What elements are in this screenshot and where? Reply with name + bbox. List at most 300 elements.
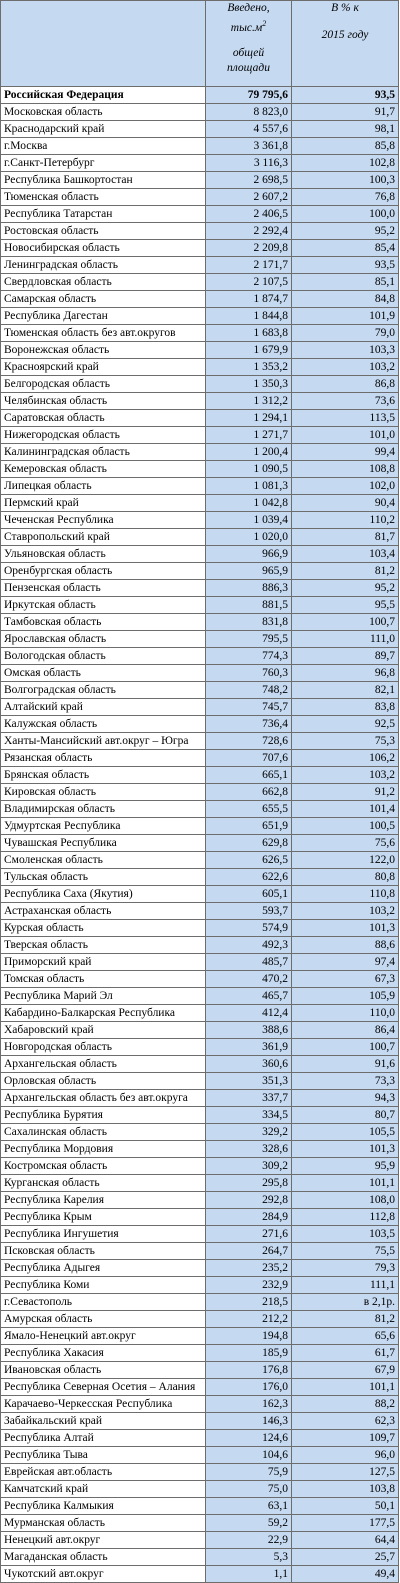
total-name: Российская Федерация <box>1 87 206 104</box>
region-name: Курганская область <box>1 1175 206 1192</box>
percent-value: 110,0 <box>292 1005 399 1022</box>
table-row <box>1 648 399 665</box>
region-name: Пермский край <box>1 495 206 512</box>
introduced-value: 605,1 <box>206 886 292 903</box>
table-row <box>1 342 399 359</box>
table-row <box>1 1362 399 1379</box>
region-name: Чеченская Республика <box>1 512 206 529</box>
introduced-value: 218,5 <box>206 1294 292 1311</box>
introduced-value: 1 271,7 <box>206 427 292 444</box>
introduced-value: 1 874,7 <box>206 291 292 308</box>
percent-value: 100,0 <box>292 206 399 223</box>
percent-value: 111,1 <box>292 1277 399 1294</box>
introduced-value: 655,5 <box>206 801 292 818</box>
percent-value: 112,8 <box>292 1209 399 1226</box>
introduced-value: 59,2 <box>206 1515 292 1532</box>
introduced-value: 176,8 <box>206 1362 292 1379</box>
table-row <box>1 784 399 801</box>
region-name: Ульяновская область <box>1 546 206 563</box>
table-row <box>1 308 399 325</box>
table-row <box>1 903 399 920</box>
introduced-value: 736,4 <box>206 716 292 733</box>
introduced-value: 831,8 <box>206 614 292 631</box>
table-header-row <box>1 1 399 87</box>
table-row <box>1 1294 399 1311</box>
table-row <box>1 1328 399 1345</box>
table-row <box>1 1481 399 1498</box>
percent-value: 177,5 <box>292 1515 399 1532</box>
region-name: Архангельская область без авт.округа <box>1 1090 206 1107</box>
table-row <box>1 155 399 172</box>
introduced-value: 4 557,6 <box>206 121 292 138</box>
table-row <box>1 1260 399 1277</box>
introduced-value: 1 042,8 <box>206 495 292 512</box>
region-name: Ивановская область <box>1 1362 206 1379</box>
region-name: Краснодарский край <box>1 121 206 138</box>
introduced-value: 412,4 <box>206 1005 292 1022</box>
table-row <box>1 546 399 563</box>
region-name: Камчатский край <box>1 1481 206 1498</box>
introduced-value: 329,2 <box>206 1124 292 1141</box>
table-row <box>1 223 399 240</box>
percent-value: 103,2 <box>292 767 399 784</box>
percent-value: 81,2 <box>292 1311 399 1328</box>
introduced-value: 748,2 <box>206 682 292 699</box>
region-name: Тверская область <box>1 937 206 954</box>
table-row <box>1 733 399 750</box>
table-row <box>1 1515 399 1532</box>
introduced-value: 75,9 <box>206 1464 292 1481</box>
table-row <box>1 138 399 155</box>
percent-value: 101,0 <box>292 427 399 444</box>
table-row <box>1 257 399 274</box>
table-row <box>1 512 399 529</box>
region-name: Оренбургская область <box>1 563 206 580</box>
percent-value: в 2,1р. <box>292 1294 399 1311</box>
region-name: Воронежская область <box>1 342 206 359</box>
region-name: Липецкая область <box>1 478 206 495</box>
region-name: Республика Татарстан <box>1 206 206 223</box>
percent-value: 85,4 <box>292 240 399 257</box>
region-name: Ставропольский край <box>1 529 206 546</box>
table-row <box>1 1447 399 1464</box>
introduced-value: 235,2 <box>206 1260 292 1277</box>
percent-value: 88,6 <box>292 937 399 954</box>
region-name: Кировская область <box>1 784 206 801</box>
percent-value: 110,8 <box>292 886 399 903</box>
percent-value: 113,5 <box>292 410 399 427</box>
introduced-value: 1,1 <box>206 1566 292 1583</box>
region-column-header <box>1 1 206 87</box>
region-name: Ростовская область <box>1 223 206 240</box>
region-name: Саратовская область <box>1 410 206 427</box>
table-row <box>1 580 399 597</box>
percent-value: 79,0 <box>292 325 399 342</box>
percent-value: 103,8 <box>292 1481 399 1498</box>
table-row <box>1 121 399 138</box>
introduced-value: 881,5 <box>206 597 292 614</box>
region-name: Белгородская область <box>1 376 206 393</box>
region-name: Калининградская область <box>1 444 206 461</box>
percent-value: 105,5 <box>292 1124 399 1141</box>
region-name: Республика Коми <box>1 1277 206 1294</box>
introduced-value: 292,8 <box>206 1192 292 1209</box>
percent-value: 105,9 <box>292 988 399 1005</box>
table-row <box>1 291 399 308</box>
region-name: Нижегородская область <box>1 427 206 444</box>
introduced-value: 2 698,5 <box>206 172 292 189</box>
percent-value: 103,2 <box>292 359 399 376</box>
percent-value: 102,0 <box>292 478 399 495</box>
percent-value: 111,0 <box>292 631 399 648</box>
table-row <box>1 1311 399 1328</box>
table-row <box>1 971 399 988</box>
introduced-value: 3 361,8 <box>206 138 292 155</box>
region-name: Тульская область <box>1 869 206 886</box>
percent-header-line2: 2015 году <box>321 29 369 41</box>
table-row <box>1 818 399 835</box>
introduced-value: 212,2 <box>206 1311 292 1328</box>
percent-value: 91,2 <box>292 784 399 801</box>
percent-value: 86,8 <box>292 376 399 393</box>
total-value: 79 795,6 <box>206 87 292 104</box>
table-row <box>1 852 399 869</box>
introduced-value: 795,5 <box>206 631 292 648</box>
percent-value: 96,8 <box>292 665 399 682</box>
percent-value: 93,5 <box>292 257 399 274</box>
table-row <box>1 1090 399 1107</box>
introduced-value: 745,7 <box>206 699 292 716</box>
percent-value: 98,1 <box>292 121 399 138</box>
percent-value: 82,1 <box>292 682 399 699</box>
introduced-value: 622,6 <box>206 869 292 886</box>
percent-value: 91,6 <box>292 1056 399 1073</box>
introduced-value: 271,6 <box>206 1226 292 1243</box>
percent-value: 25,7 <box>292 1549 399 1566</box>
introduced-value: 1 039,4 <box>206 512 292 529</box>
introduced-value: 176,0 <box>206 1379 292 1396</box>
percent-value: 81,7 <box>292 529 399 546</box>
region-name: Республика Хакасия <box>1 1345 206 1362</box>
percent-value: 83,8 <box>292 699 399 716</box>
percent-value: 67,3 <box>292 971 399 988</box>
table-row <box>1 767 399 784</box>
introduced-value: 593,7 <box>206 903 292 920</box>
table-row <box>1 1243 399 1260</box>
introduced-value: 309,2 <box>206 1158 292 1175</box>
region-name: Челябинская область <box>1 393 206 410</box>
region-name: Республика Карелия <box>1 1192 206 1209</box>
percent-value: 85,1 <box>292 274 399 291</box>
introduced-value: 707,6 <box>206 750 292 767</box>
table-row <box>1 1158 399 1175</box>
introduced-value: 75,0 <box>206 1481 292 1498</box>
introduced-value: 886,3 <box>206 580 292 597</box>
introduced-value: 485,7 <box>206 954 292 971</box>
introduced-value: 774,3 <box>206 648 292 665</box>
table-row <box>1 886 399 903</box>
table-row <box>1 359 399 376</box>
percent-value: 103,3 <box>292 342 399 359</box>
introduced-header-line4: площади <box>227 61 270 74</box>
percent-value: 101,9 <box>292 308 399 325</box>
region-name: Забайкальский край <box>1 1413 206 1430</box>
region-name: Республика Саха (Якутия) <box>1 886 206 903</box>
region-name: Приморский край <box>1 954 206 971</box>
region-name: Иркутская область <box>1 597 206 614</box>
introduced-value: 388,6 <box>206 1022 292 1039</box>
region-name: Удмуртская Республика <box>1 818 206 835</box>
percent-value: 91,7 <box>292 104 399 121</box>
percent-value: 102,8 <box>292 155 399 172</box>
introduced-value: 1 679,9 <box>206 342 292 359</box>
introduced-value: 351,3 <box>206 1073 292 1090</box>
region-name: Томская область <box>1 971 206 988</box>
percent-value: 89,7 <box>292 648 399 665</box>
table-row <box>1 206 399 223</box>
percent-value: 50,1 <box>292 1498 399 1515</box>
table-row <box>1 1039 399 1056</box>
introduced-value: 185,9 <box>206 1345 292 1362</box>
table-row <box>1 835 399 852</box>
percent-value: 101,4 <box>292 801 399 818</box>
table-row <box>1 427 399 444</box>
table-row <box>1 1532 399 1549</box>
introduced-value: 146,3 <box>206 1413 292 1430</box>
introduced-value: 665,1 <box>206 767 292 784</box>
region-name: Тюменская область <box>1 189 206 206</box>
region-name: Псковская область <box>1 1243 206 1260</box>
introduced-value: 2 292,4 <box>206 223 292 240</box>
percent-value: 127,5 <box>292 1464 399 1481</box>
table-row <box>1 682 399 699</box>
region-name: Костромская область <box>1 1158 206 1175</box>
table-row <box>1 1345 399 1362</box>
table-row <box>1 1107 399 1124</box>
region-name: Хабаровский край <box>1 1022 206 1039</box>
table-row <box>1 1141 399 1158</box>
introduced-value: 1 312,2 <box>206 393 292 410</box>
introduced-value: 965,9 <box>206 563 292 580</box>
introduced-value: 361,9 <box>206 1039 292 1056</box>
percent-value: 101,3 <box>292 1141 399 1158</box>
percent-value: 106,2 <box>292 750 399 767</box>
table-row <box>1 1549 399 1566</box>
region-name: Рязанская область <box>1 750 206 767</box>
percent-value: 79,3 <box>292 1260 399 1277</box>
percent-value: 90,4 <box>292 495 399 512</box>
introduced-value: 492,3 <box>206 937 292 954</box>
introduced-value: 662,8 <box>206 784 292 801</box>
introduced-value: 194,8 <box>206 1328 292 1345</box>
percent-value: 100,7 <box>292 1039 399 1056</box>
introduced-value: 1 090,5 <box>206 461 292 478</box>
introduced-value: 760,3 <box>206 665 292 682</box>
percent-value: 61,7 <box>292 1345 399 1362</box>
total-row <box>1 87 399 104</box>
table-row <box>1 189 399 206</box>
introduced-value: 966,9 <box>206 546 292 563</box>
percent-value: 96,0 <box>292 1447 399 1464</box>
region-name: Ямало-Ненецкий авт.округ <box>1 1328 206 1345</box>
introduced-value: 124,6 <box>206 1430 292 1447</box>
table-row <box>1 750 399 767</box>
table-row <box>1 614 399 631</box>
region-name: Тамбовская область <box>1 614 206 631</box>
table-row <box>1 172 399 189</box>
table-row <box>1 1498 399 1515</box>
table-row <box>1 563 399 580</box>
introduced-value: 574,9 <box>206 920 292 937</box>
percent-value: 73,3 <box>292 1073 399 1090</box>
percent-value: 67,9 <box>292 1362 399 1379</box>
percent-value: 97,4 <box>292 954 399 971</box>
table-row <box>1 104 399 121</box>
table-row <box>1 461 399 478</box>
introduced-column-header <box>206 1 292 87</box>
table-row <box>1 1396 399 1413</box>
introduced-value: 232,9 <box>206 1277 292 1294</box>
region-name: Ненецкий авт.округ <box>1 1532 206 1549</box>
table-row <box>1 325 399 342</box>
introduced-header-line1: Введено, <box>227 2 270 14</box>
region-name: Московская область <box>1 104 206 121</box>
table-row <box>1 1379 399 1396</box>
region-name: Владимирская область <box>1 801 206 818</box>
percent-value: 99,4 <box>292 444 399 461</box>
region-name: Пензенская область <box>1 580 206 597</box>
region-name: Карачаево-Черкесская Республика <box>1 1396 206 1413</box>
percent-value: 92,5 <box>292 716 399 733</box>
introduced-value: 626,5 <box>206 852 292 869</box>
table-row <box>1 1005 399 1022</box>
total-pct: 93,5 <box>292 87 399 104</box>
percent-value: 80,8 <box>292 869 399 886</box>
percent-value: 85,8 <box>292 138 399 155</box>
table-row <box>1 1209 399 1226</box>
percent-value: 101,3 <box>292 920 399 937</box>
introduced-value: 334,5 <box>206 1107 292 1124</box>
percent-value: 108,8 <box>292 461 399 478</box>
introduced-value: 1 294,1 <box>206 410 292 427</box>
percent-value: 62,3 <box>292 1413 399 1430</box>
percent-value: 101,1 <box>292 1379 399 1396</box>
percent-value: 75,3 <box>292 733 399 750</box>
percent-value: 110,2 <box>292 512 399 529</box>
introduced-value: 8 823,0 <box>206 104 292 121</box>
table-row <box>1 240 399 257</box>
percent-value: 49,4 <box>292 1566 399 1583</box>
percent-value: 103,2 <box>292 903 399 920</box>
table-row <box>1 1226 399 1243</box>
table-row <box>1 1175 399 1192</box>
table-row <box>1 801 399 818</box>
introduced-value: 3 116,3 <box>206 155 292 172</box>
introduced-value: 2 171,7 <box>206 257 292 274</box>
percent-value: 108,0 <box>292 1192 399 1209</box>
introduced-header-line3: общей <box>232 46 265 59</box>
introduced-value: 1 844,8 <box>206 308 292 325</box>
region-name: Алтайский край <box>1 699 206 716</box>
region-name: Республика Северная Осетия – Алания <box>1 1379 206 1396</box>
table-row <box>1 954 399 971</box>
introduced-value: 1 350,3 <box>206 376 292 393</box>
table-row <box>1 937 399 954</box>
introduced-value: 470,2 <box>206 971 292 988</box>
table-row <box>1 1464 399 1481</box>
introduced-value: 629,8 <box>206 835 292 852</box>
region-name: г.Москва <box>1 138 206 155</box>
region-name: Калужская область <box>1 716 206 733</box>
introduced-value: 5,3 <box>206 1549 292 1566</box>
region-name: Кабардино-Балкарская Республика <box>1 1005 206 1022</box>
region-name: Архангельская область <box>1 1056 206 1073</box>
introduced-value: 1 200,4 <box>206 444 292 461</box>
introduced-value: 295,8 <box>206 1175 292 1192</box>
introduced-value: 2 406,5 <box>206 206 292 223</box>
region-name: Новосибирская область <box>1 240 206 257</box>
table-row <box>1 1413 399 1430</box>
region-name: Ленинградская область <box>1 257 206 274</box>
region-name: Республика Адыгея <box>1 1260 206 1277</box>
introduced-value: 1 683,8 <box>206 325 292 342</box>
table-row <box>1 410 399 427</box>
percent-value: 73,6 <box>292 393 399 410</box>
region-name: Омская область <box>1 665 206 682</box>
table-row <box>1 1430 399 1447</box>
introduced-value: 264,7 <box>206 1243 292 1260</box>
region-name: Астраханская область <box>1 903 206 920</box>
region-name: Брянская область <box>1 767 206 784</box>
region-name: г.Севастополь <box>1 1294 206 1311</box>
region-name: Кемеровская область <box>1 461 206 478</box>
percent-value: 100,5 <box>292 818 399 835</box>
table-row <box>1 1022 399 1039</box>
introduced-header-line2 <box>209 16 288 36</box>
introduced-value: 2 107,5 <box>206 274 292 291</box>
region-name: Мурманская область <box>1 1515 206 1532</box>
table-row <box>1 597 399 614</box>
introduced-value: 360,6 <box>206 1056 292 1073</box>
region-name: Тюменская область без авт.округов <box>1 325 206 342</box>
region-name: Сахалинская область <box>1 1124 206 1141</box>
region-name: Республика Дагестан <box>1 308 206 325</box>
percent-value: 64,4 <box>292 1532 399 1549</box>
region-name: Республика Крым <box>1 1209 206 1226</box>
region-name: Вологодская область <box>1 648 206 665</box>
region-name: Чукотский авт.округ <box>1 1566 206 1583</box>
percent-value: 81,2 <box>292 563 399 580</box>
percent-value: 95,9 <box>292 1158 399 1175</box>
table-row <box>1 1566 399 1583</box>
region-name: Ярославская область <box>1 631 206 648</box>
region-name: Новгородская область <box>1 1039 206 1056</box>
table-row <box>1 444 399 461</box>
region-name: Самарская область <box>1 291 206 308</box>
introduced-value: 1 020,0 <box>206 529 292 546</box>
percent-value: 103,4 <box>292 546 399 563</box>
percent-value: 100,3 <box>292 172 399 189</box>
region-name: Республика Бурятия <box>1 1107 206 1124</box>
introduced-value: 2 209,8 <box>206 240 292 257</box>
introduced-unit: тыс.м <box>230 21 263 34</box>
region-name: Смоленская область <box>1 852 206 869</box>
region-name: Волгоградская область <box>1 682 206 699</box>
introduced-value: 1 353,2 <box>206 359 292 376</box>
region-name: Республика Тыва <box>1 1447 206 1464</box>
percent-value: 80,7 <box>292 1107 399 1124</box>
table-row <box>1 1124 399 1141</box>
